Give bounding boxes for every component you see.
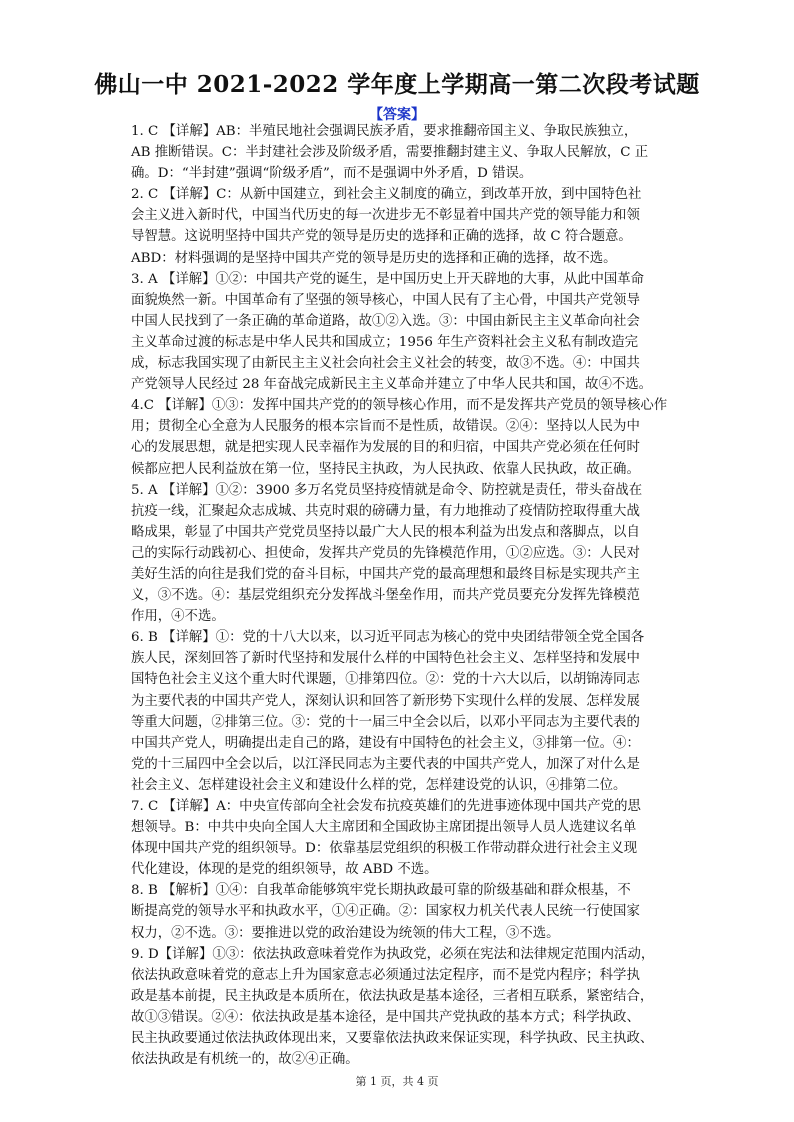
text-line: 用；贯彻全心全意为人民服务的根本宗旨而不是性质，故错误。②④：坚持以人民为中 xyxy=(131,419,640,435)
text-line: 想领导。B：中共中央向全国人大主席团和全国政协主席团提出领导人员人选建议名单 xyxy=(131,820,637,836)
text-line: 导智慧。这说明坚持中国共产党的领导是历史的选择和正确的选择，故 C 符合题意。 xyxy=(131,229,632,245)
text-line: 成，标志我国实现了由新民主主义社会向社会主义社会的转变，故③不选。④：中国共 xyxy=(131,356,640,372)
text-line: 略成果，彰显了中国共产党党员坚持以最广大人民的根本利益为出发点和落脚点，以自 xyxy=(131,524,640,540)
text-line: 1. C 【详解】AB：半殖民地社会强调民族矛盾，要求推翻帝国主义、争取民族独立， xyxy=(131,124,638,139)
text-line: 面貌焕然一新。中国革命有了坚强的领导核心，中国人民有了主心骨，中国共产党领导 xyxy=(131,292,640,308)
text-line: 确。D：“半封建”强调“阶级矛盾”，而不是强调中外矛盾，D 错误。 xyxy=(131,166,533,182)
text-line: 6. B 【详解】①：党的十八大以来，以习近平同志为核心的党中央团结带领全党全国各 xyxy=(131,630,645,646)
text-line: 体现中国共产党的组织领导。D：依靠基层党组织的积极工作带动群众进行社会主义现 xyxy=(131,841,638,857)
text-line: 党的十三届四中全会以后，以江泽民同志为主要代表的中国共产党人，加深了对什么是 xyxy=(131,756,640,772)
text-line: 7. C 【详解】A：中央宣传部向全社会发布抗疫英雄们的先进事迹体现中国共产党的思 xyxy=(131,799,641,814)
text-line: 政是基本前提，民主执政是本质所在，依法执政是基本途径，三者相互联系，紧密结合， xyxy=(131,988,654,1004)
text-line: 4.C 【详解】①③：发挥中国共产党的的领导核心作用，而不是发挥共产党员的领导核心作 xyxy=(131,398,668,414)
text-line: 国特色社会主义这个重大时代课题，①排第四位。②：党的十六大以后，以胡锦涛同志 xyxy=(131,672,640,688)
text-line: 故①③错误。②④：依法执政是基本途径，是中国共产党执政的基本方式；科学执政、 xyxy=(131,1009,640,1025)
text-line: 等重大问题，②排第三位。③：党的十一届三中全会以后，以邓小平同志为主要代表的 xyxy=(131,714,640,730)
text-line: ABD：材料强调的是坚持中国共产党的领导是历史的选择和正确的选择，故不选。 xyxy=(131,250,617,266)
text-line: 己的实际行动践初心、担使命，发挥共产党员的先锋模范作用，①②应选。③：人民对 xyxy=(131,545,640,561)
text-line: 社会主义、怎样建设社会主义和建设什么样的党，怎样建设党的认识，④排第二位。 xyxy=(131,777,627,793)
document-title: 佛山一中 2021-2022 学年度上学期高一第二次段考试题 xyxy=(94,71,700,98)
text-line: 族人民，深刻回答了新时代坚持和发展什么样的中国特色社会主义、怎样坚持和发展中 xyxy=(131,651,640,667)
text-line: 主义革命过渡的标志是中华人民共和国成立；1956 年生产资料社会主义私有制改造完 xyxy=(131,334,639,350)
text-line: 3. A 【详解】①②：中国共产党的诞生，是中国历史上开天辟地的大事，从此中国革命 xyxy=(131,271,645,287)
text-line: 断提高党的领导水平和执政水平，①④正确。②：国家权力机关代表人民统一行使国家 xyxy=(131,904,640,920)
text-line: 抗疫一线，汇聚起众志成城、共克时艰的磅礴力量，有力地推动了疫情防控取得重大战 xyxy=(131,503,640,519)
answer-content xyxy=(131,121,671,1070)
text-line: 候都应把人民利益放在第一位，坚持民主执政，为人民执政、依靠人民执政，故正确。 xyxy=(131,461,640,477)
text-line: 会主义进入新时代，中国当代历史的每一次进步无不彰显着中国共产党的领导能力和领 xyxy=(131,208,640,224)
text-line: 8. B 【解析】①④：自我革命能够筑牢党长期执政最可靠的阶级基础和群众根基，不 xyxy=(131,883,631,899)
text-line: 权力，②不选。③：要推进以党的政治建设为统领的伟大工程，③不选。 xyxy=(131,925,560,941)
text-line: 为主要代表的中国共产党人，深刻认识和回答了新形势下实现什么样的发展、怎样发展 xyxy=(131,693,640,709)
text-line: 代化建设，体现的是党的组织领导，故 ABD 不选。 xyxy=(131,862,438,878)
text-line: 5. A 【详解】①②：3900 多万名党员坚持疫情就是命令、防控就是责任，带头奋战在 xyxy=(131,482,643,498)
text-line: 美好生活的向往是我们党的奋斗目标，中国共产党的最高理想和最终目标是实现共产主 xyxy=(131,566,640,582)
text-line: 心的发展思想，就是把实现人民幸福作为发展的目的和归宿，中国共产党必须在任何时 xyxy=(131,440,640,456)
answer-label: 【答案】 xyxy=(369,107,425,123)
text-line: 依法执政是有机统一的，故②④正确。 xyxy=(131,1052,359,1068)
text-line: 依法执政意味着党的意志上升为国家意志必须通过法定程序，而不是党内程序；科学执 xyxy=(131,967,640,983)
text-line: 义，③不选。④：基层党组织充分发挥战斗堡垒作用，而共产党员要充分发挥先锋模范 xyxy=(131,588,640,604)
text-line: 9. D【详解】①③：依法执政意味着党作为执政党，必须在宪法和法律规定范围内活动， xyxy=(131,946,655,962)
text-line: 2. C 【详解】C：从新中国建立，到社会主义制度的确立，到改革开放，到中国特色社 xyxy=(131,187,642,203)
text-line: 民主执政要通过依法执政体现出来，又要靠依法执政来保证实现，科学执政、民主执政、 xyxy=(131,1031,654,1047)
page-footer: 第 1 页，共 4 页 xyxy=(355,1075,439,1088)
text-line: 产党领导人民经过 28 年奋战完成新民主主义革命并建立了中华人民共和国，故④不选。 xyxy=(131,377,653,393)
text-line: 中国人民找到了一条正确的革命道路，故①②入选。③：中国由新民主主义革命向社会 xyxy=(131,313,640,329)
text-line: 作用，④不选。 xyxy=(131,609,225,625)
text-line: AB 推断错误。C：半封建社会涉及阶级矛盾，需要推翻封建主义、争取人民解放，C 正 xyxy=(131,145,649,161)
text-line: 中国共产党人，明确提出走自己的路，建设有中国特色的社会主义，③排第一位。④： xyxy=(131,735,640,751)
